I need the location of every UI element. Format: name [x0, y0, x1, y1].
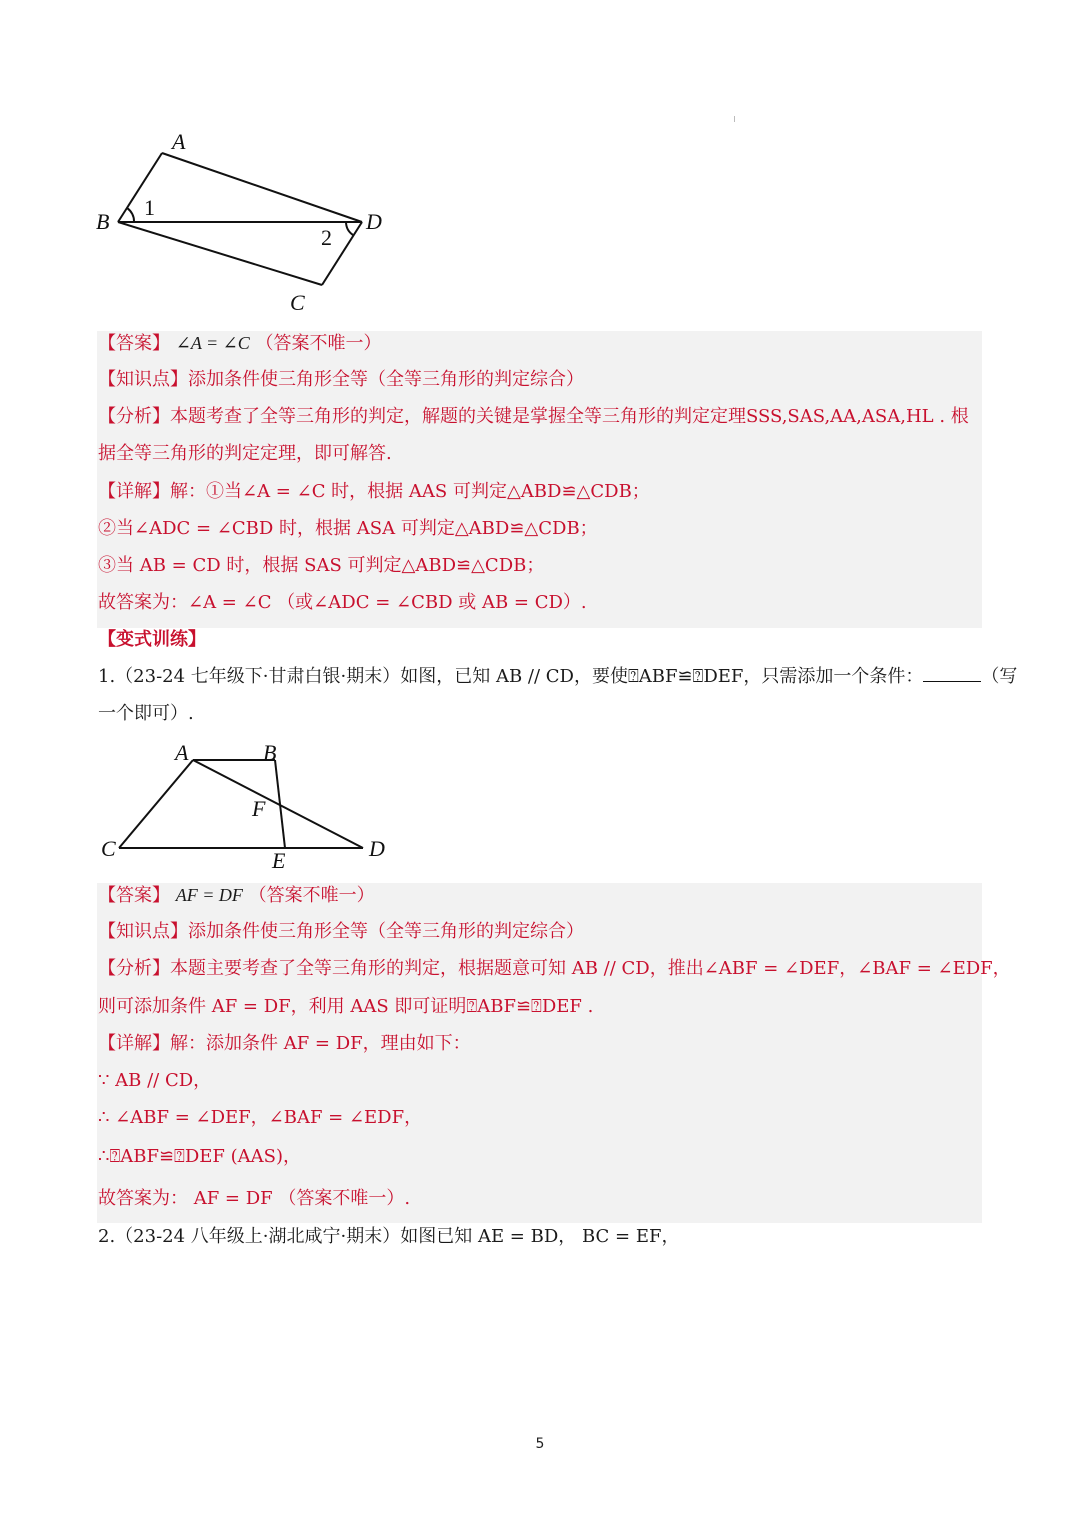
example-detail-line-2: ②当∠ADC = ∠CBD 时，根据 ASA 可判定△ABD≌△CDB；: [98, 518, 598, 539]
question-1-tail: （写: [981, 666, 1018, 687]
answer-blank: [923, 665, 981, 682]
label-a: A: [172, 129, 186, 154]
variant-answer-line: [98, 883, 375, 908]
knowledge-text: 添加条件使三角形全等（全等三角形的判定综合）: [188, 369, 584, 390]
example-knowledge-line: [98, 368, 584, 392]
variant-final-answer: 故答案为： AF = DF （答案不唯一）.: [98, 1188, 411, 1209]
example-analysis-line-1: [98, 405, 969, 429]
example-detail-line-3: ③当 AB = CD 时，根据 SAS 可判定△ABD≌△CDB；: [98, 555, 545, 576]
label-b: B: [96, 209, 110, 234]
question-1-text: 1.（23-24 七年级下·甘肃白银·期末）如图，已知 AB // CD，要使⍰ABF≌⍰DEF，只需添加一个条件：: [98, 666, 924, 687]
answer-expression: AF = DF: [175, 885, 243, 905]
segment-ad: [193, 760, 363, 848]
variant-step-2: ∴ ∠ABF = ∠DEF，∠BAF = ∠EDF，: [98, 1107, 423, 1128]
answer-note: （答案不唯一）: [248, 885, 375, 906]
answer-tag: 【答案】: [98, 333, 170, 354]
figure-trapezoid-abcd: [95, 738, 395, 873]
label-d: D: [366, 209, 382, 234]
answer-tag: 【答案】: [98, 885, 170, 906]
knowledge-tag: 【知识点】: [98, 369, 188, 390]
analysis-tag: 【分析】: [98, 406, 170, 427]
label-c: C: [101, 836, 116, 861]
label-d: D: [369, 836, 385, 861]
page-number: 5: [535, 1436, 545, 1452]
figure2-edges: [119, 760, 363, 848]
label-angle-1: 1: [144, 195, 155, 220]
label-e: E: [272, 848, 286, 873]
knowledge-tag: 【知识点】: [98, 921, 188, 942]
question-1-line-1: [98, 665, 1017, 689]
variant-analysis-line-2: 则可添加条件 AF = DF，利用 AAS 即可证明⍰ABF≌⍰DEF .: [98, 996, 594, 1017]
edge-ac: [119, 760, 193, 848]
label-c: C: [290, 290, 305, 315]
question-1-line-2: 一个即可）.: [98, 703, 194, 724]
detail-tag: 【详解】: [98, 481, 170, 502]
answer-expression: ∠A = ∠C: [175, 333, 250, 353]
angle2-arc: [346, 222, 353, 235]
label-b: B: [263, 740, 277, 765]
label-a: A: [175, 740, 189, 765]
example-analysis-line-2: 据全等三角形的判定定理，即可解答.: [98, 443, 392, 464]
variant-step-1: ∵ AB // CD，: [98, 1070, 212, 1091]
detail-tag: 【详解】: [98, 1033, 170, 1054]
edge-ad: [162, 153, 362, 222]
variant-heading: 【变式训练】: [98, 629, 206, 650]
example-answer-line: [98, 331, 381, 356]
angle1-arc: [127, 208, 134, 222]
example-final-answer: 故答案为：∠A = ∠C （或∠ADC = ∠CBD 或 AB = CD）.: [98, 592, 587, 613]
label-f: F: [252, 796, 266, 821]
question-2-line: 2.（23-24 八年级上·湖北咸宁·期末）如图已知 AE = BD， BC = EF，: [98, 1226, 680, 1247]
edge-bc: [118, 222, 322, 285]
analysis-tag: 【分析】: [98, 958, 170, 979]
answer-note: （答案不唯一）: [255, 333, 382, 354]
detail-text: 解：①当∠A = ∠C 时，根据 AAS 可判定△ABD≌△CDB；: [170, 481, 650, 502]
edge-ba: [118, 153, 162, 222]
scan-mark: [734, 116, 735, 122]
variant-detail-line: [98, 1032, 471, 1056]
detail-text: 解：添加条件 AF = DF，理由如下：: [170, 1033, 471, 1054]
label-angle-2: 2: [321, 225, 332, 250]
variant-analysis-line-1: [98, 957, 1011, 981]
analysis-text: 本题考查了全等三角形的判定，解题的关键是掌握全等三角形的判定定理SSS,SAS,AA,ASA,HL . 根: [170, 406, 969, 427]
variant-step-3: ∴⍰ABF≌⍰DEF (AAS)，: [98, 1146, 302, 1167]
variant-knowledge-line: [98, 920, 584, 944]
example-detail-line-1: [98, 480, 650, 504]
knowledge-text: 添加条件使三角形全等（全等三角形的判定综合）: [188, 921, 584, 942]
analysis-text: 本题主要考查了全等三角形的判定，根据题意可知 AB // CD，推出∠ABF = ∠DEF，∠BAF = ∠EDF，: [170, 958, 1011, 979]
figure-quadrilateral-abcd: [90, 125, 400, 320]
